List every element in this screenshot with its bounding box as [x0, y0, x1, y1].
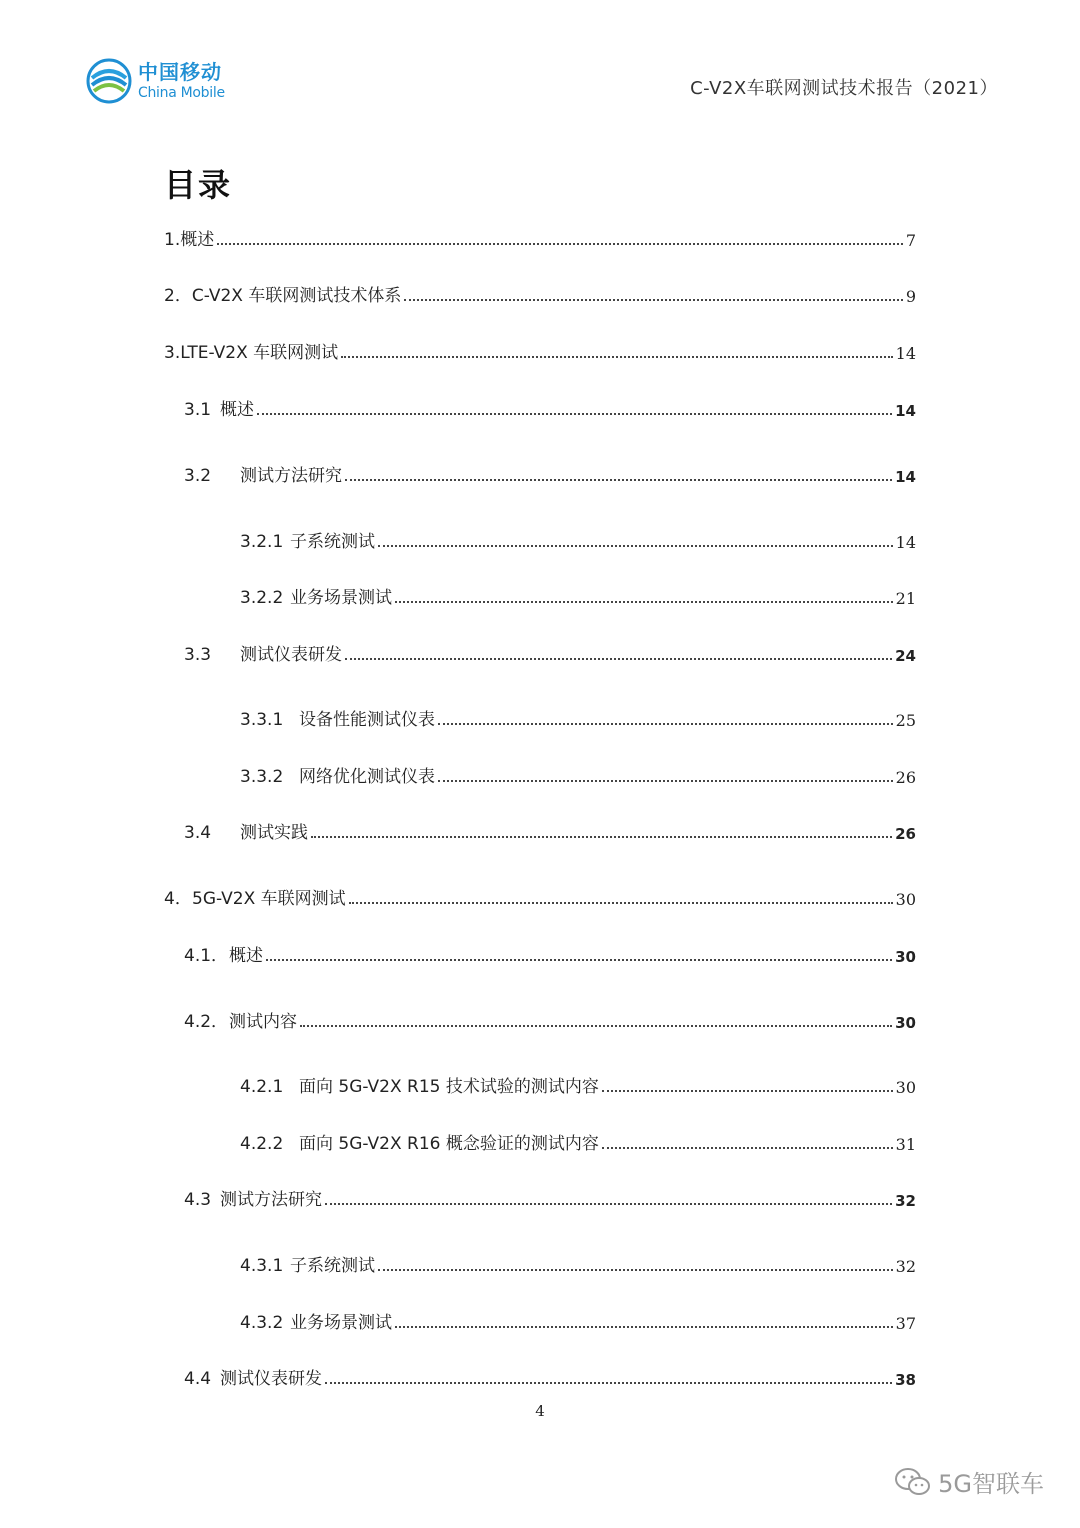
toc-entry-text: 概述: [220, 400, 254, 420]
toc-leader-dots: [378, 1269, 893, 1271]
toc-entry-page: 14: [895, 468, 916, 486]
toc-entry-text: 子系统测试: [290, 532, 375, 552]
logo-chinese-text: 中国移动: [138, 60, 222, 84]
toc-entry-page: 37: [895, 1314, 916, 1333]
toc-entry-text: 测试仪表研发: [220, 1369, 322, 1389]
toc-entry-number: 1.: [164, 230, 181, 250]
wechat-icon: [894, 1467, 932, 1497]
toc-entry-page: 14: [895, 344, 916, 363]
toc-entry[interactable]: [240, 528, 916, 552]
toc-entry-number: 3.2: [184, 466, 212, 486]
toc-entry-text: 网络优化测试仪表: [299, 767, 435, 787]
toc-leader-dots: [395, 1326, 893, 1328]
toc-entry-number: 2．: [164, 286, 192, 306]
toc-entry-number: 4.2.1: [240, 1077, 284, 1097]
toc-leader-dots: [266, 959, 892, 961]
toc-leader-dots: [438, 723, 893, 725]
toc-entry-page: 30: [895, 890, 916, 909]
toc-leader-dots: [341, 356, 893, 358]
toc-entry-text: LTE-V2X 车联网测试: [180, 343, 339, 363]
toc-entry-number: 3.: [164, 343, 181, 363]
toc-entry-text: 测试方法研究: [220, 1190, 322, 1210]
toc-entry-page: 30: [895, 1014, 916, 1032]
toc-entry-page: 30: [895, 948, 916, 966]
toc-leader-dots: [257, 413, 892, 415]
toc-entry-number: 3.2.2: [240, 588, 284, 608]
toc-entry[interactable]: [240, 584, 916, 608]
toc-entry-text: 设备性能测试仪表: [299, 710, 435, 730]
page-number: 4: [535, 1402, 545, 1420]
toc-leader-dots: [438, 780, 893, 782]
toc-entry[interactable]: [164, 226, 916, 250]
toc-entry[interactable]: [184, 1186, 916, 1210]
watermark: [894, 1464, 1044, 1499]
toc-entry-text: C-V2X 车联网测试技术体系: [191, 286, 402, 306]
toc-entry[interactable]: [184, 641, 916, 665]
toc-entry[interactable]: [240, 763, 916, 787]
toc-entry-text: 面向 5G-V2X R15 技术试验的测试内容: [299, 1077, 599, 1097]
watermark-text: 5G智联车: [938, 1470, 1044, 1498]
toc-entry-number: 3.1: [184, 400, 212, 420]
toc-entry-number: 4.3.2: [240, 1313, 284, 1333]
toc-entry-text: 概述: [180, 230, 215, 250]
toc-leader-dots: [325, 1382, 892, 1384]
china-mobile-swirl-icon: [86, 58, 132, 104]
toc-entry[interactable]: [184, 1365, 916, 1389]
toc-entry[interactable]: [240, 1073, 916, 1097]
toc-entry-text: 子系统测试: [290, 1256, 375, 1276]
toc-leader-dots: [345, 479, 892, 481]
toc-entry-page: 7: [905, 231, 916, 250]
toc-leader-dots: [311, 836, 892, 838]
toc-entry-page: 26: [895, 825, 916, 843]
toc-entry-text: 测试方法研究: [240, 466, 342, 486]
toc-entry-text: 5G-V2X 车联网测试: [192, 889, 346, 909]
toc-entry[interactable]: [164, 339, 916, 363]
toc-entry-number: 4．: [164, 889, 192, 909]
toc-entry-number: 4.2.2: [240, 1134, 284, 1154]
toc-entry-text: 测试内容: [229, 1012, 297, 1032]
toc-entry[interactable]: [184, 942, 916, 966]
toc-entry-page: 24: [895, 647, 916, 665]
toc-entry-page: 25: [895, 711, 916, 730]
toc-entry-number: 3.2.1: [240, 532, 284, 552]
toc-entry[interactable]: [164, 885, 916, 909]
toc-entry-text: 测试实践: [240, 823, 308, 843]
toc-leader-dots: [378, 545, 893, 547]
toc-entry-number: 4.3: [184, 1190, 212, 1210]
toc-entry-page: 14: [895, 533, 916, 552]
toc-entry-page: 38: [895, 1371, 916, 1389]
toc-entry-number: 3.4: [184, 823, 212, 843]
toc-entry-page: 30: [895, 1078, 916, 1097]
toc-entry[interactable]: [184, 819, 916, 843]
toc-entry-number: 3.3.2: [240, 767, 284, 787]
toc-entry-number: 3.3.1: [240, 710, 284, 730]
toc-entry-number: 4.3.1: [240, 1256, 284, 1276]
toc-entry-number: 4.4: [184, 1369, 212, 1389]
toc-entry[interactable]: [240, 706, 916, 730]
toc-leader-dots: [395, 601, 893, 603]
china-mobile-logo: [86, 58, 225, 104]
toc-entry-text: 概述: [229, 946, 263, 966]
toc-entry-text: 业务场景测试: [290, 1313, 392, 1333]
toc-leader-dots: [602, 1090, 893, 1092]
toc-entry-page: 9: [905, 287, 916, 306]
toc-leader-dots: [602, 1147, 893, 1149]
toc-entry-number: 4.1．: [184, 946, 229, 966]
toc-entry[interactable]: [240, 1130, 916, 1154]
toc-entry-number: 4.2．: [184, 1012, 229, 1032]
report-header-title: C-V2X车联网测试技术报告（2021）: [690, 78, 998, 99]
toc-leader-dots: [349, 902, 893, 904]
toc-entry[interactable]: [184, 462, 916, 486]
toc-entry-page: 32: [895, 1192, 916, 1210]
toc-title: 目录: [164, 166, 233, 204]
toc-entry[interactable]: [184, 1008, 916, 1032]
toc-leader-dots: [404, 299, 902, 301]
toc-entry-page: 14: [895, 402, 916, 420]
toc-entry[interactable]: [184, 396, 916, 420]
toc-leader-dots: [345, 658, 892, 660]
toc-leader-dots: [217, 243, 903, 245]
toc-entry-text: 测试仪表研发: [240, 645, 342, 665]
toc-entry-number: 3.3: [184, 645, 212, 665]
toc-leader-dots: [325, 1203, 892, 1205]
toc-entry-page: 31: [895, 1135, 916, 1154]
logo-english-text: China Mobile: [138, 85, 225, 101]
toc-entry[interactable]: [240, 1252, 916, 1276]
toc-leader-dots: [300, 1025, 892, 1027]
toc-entry[interactable]: [164, 282, 916, 306]
toc-entry-page: 32: [895, 1257, 916, 1276]
toc-entry-text: 业务场景测试: [290, 588, 392, 608]
toc-entry[interactable]: [240, 1309, 916, 1333]
toc-entry-page: 21: [895, 589, 916, 608]
toc-entry-page: 26: [895, 768, 916, 787]
toc-entry-text: 面向 5G-V2X R16 概念验证的测试内容: [299, 1134, 599, 1154]
